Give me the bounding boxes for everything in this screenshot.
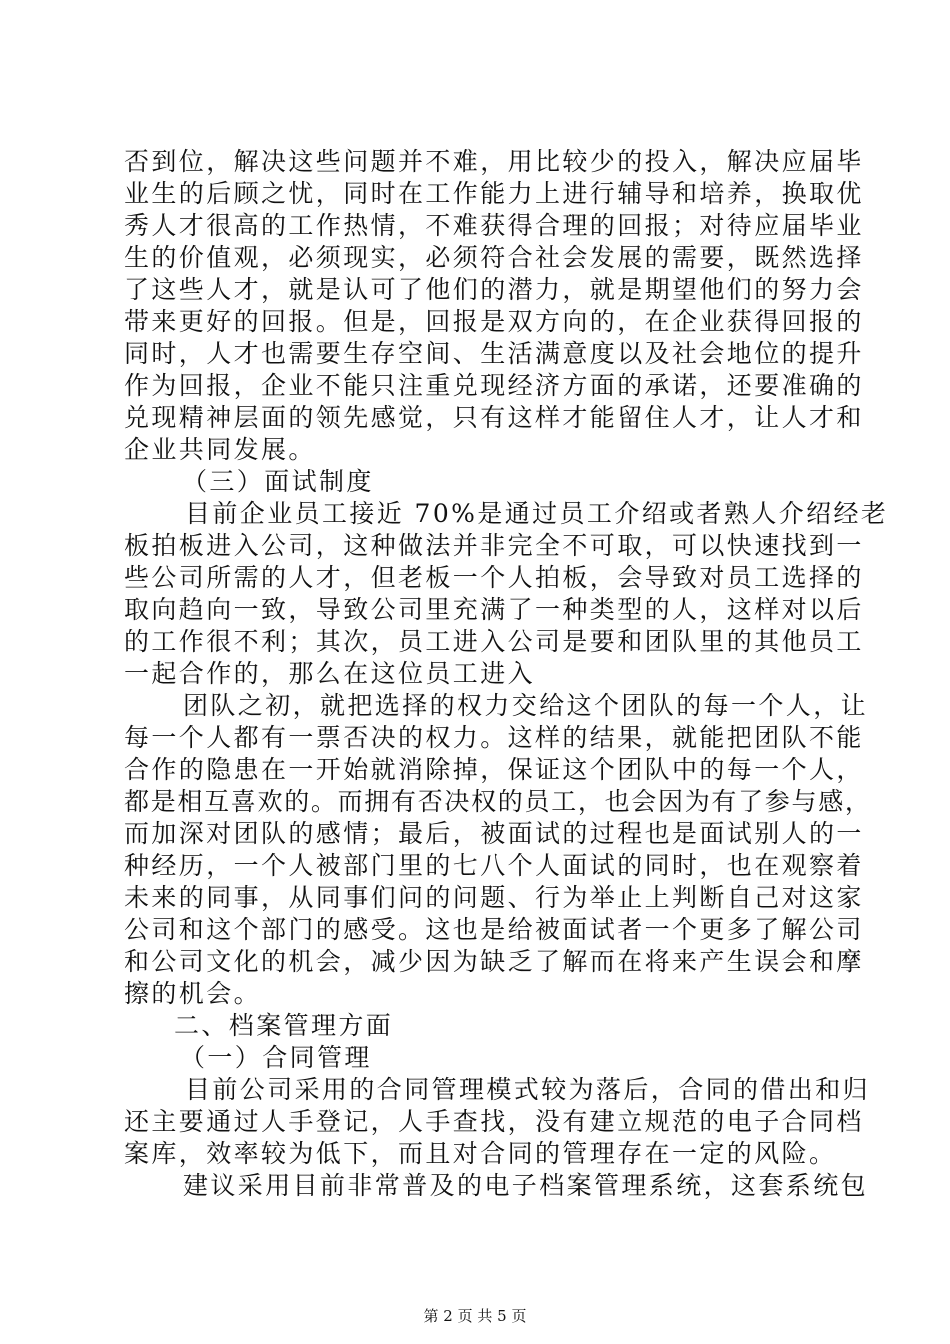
paragraph-line: 种经历，一个人被部门里的七八个人面试的同时，也在观察着 (124, 851, 864, 880)
paragraph-line: 一起合作的，那么在这位员工进入 (124, 659, 536, 688)
paragraph-line: 团队之初，就把选择的权力交给这个团队的每一个人，让 (183, 691, 869, 720)
paragraph-line: 未来的同事，从同事们问的问题、行为举止上判断自己对这家 (124, 883, 864, 912)
paragraph-line: 案库，效率较为低下，而且对合同的管理存在一定的风险。 (124, 1139, 837, 1168)
section-heading: 二、档案管理方面 (174, 1011, 394, 1040)
paragraph-line: 每一个人都有一票否决的权力。这样的结果，就能把团队不能 (124, 723, 864, 752)
paragraph-line: 企业共同发展。 (124, 435, 316, 464)
paragraph-line: 都是相互喜欢的。而拥有否决权的员工，也会因为有了参与感， (124, 787, 872, 816)
paragraph-line: 些公司所需的人才，但老板一个人拍板，会导致对员工选择的 (124, 563, 864, 592)
paragraph-line: 同时，人才也需要生存空间、生活满意度以及社会地位的提升 (124, 339, 864, 368)
paragraph-line: 合作的隐患在一开始就消除掉，保证这个团队中的每一个人， (124, 755, 864, 784)
paragraph-line: 否到位，解决这些问题并不难，用比较少的投入，解决应届毕 (124, 147, 864, 176)
section-heading: （一）合同管理 (180, 1043, 372, 1072)
paragraph-line: 而加深对团队的感情；最后，被面试的过程也是面试别人的一 (124, 819, 864, 848)
paragraph-line: 的工作很不利；其次，员工进入公司是要和团队里的其他员工 (124, 627, 864, 656)
paragraph-line: 和公司文化的机会，减少因为缺乏了解而在将来产生误会和摩 (124, 947, 864, 976)
paragraph-line: 目前公司采用的合同管理模式较为落后，合同的借出和归 (185, 1075, 871, 1104)
section-heading: （三）面试制度 (182, 467, 374, 496)
paragraph-line: 板拍板进入公司，这种做法并非完全不可取，可以快速找到一 (124, 531, 864, 560)
paragraph-line: 取向趋向一致，导致公司里充满了一种类型的人，这样对以后 (124, 595, 864, 624)
paragraph-line: 擦的机会。 (124, 979, 262, 1008)
paragraph-line: 业生的后顾之忧，同时在工作能力上进行辅导和培养，换取优 (124, 179, 864, 208)
paragraph-line: 建议采用目前非常普及的电子档案管理系统，这套系统包 (183, 1171, 869, 1200)
paragraph-line: 作为回报，企业不能只注重兑现经济方面的承诺，还要准确的 (124, 371, 864, 400)
paragraph-line: 了这些人才，就是认可了他们的潜力，就是期望他们的努力会 (124, 275, 864, 304)
page-footer: 第 2 页 共 5 页 (423, 1307, 527, 1325)
paragraph-line: 生的价值观，必须现实，必须符合社会发展的需要，既然选择 (124, 243, 864, 272)
paragraph-line: 目前企业员工接近 70%是通过员工介绍或者熟人介绍经老 (185, 499, 889, 528)
paragraph-line: 还主要通过人手登记，人手查找，没有建立规范的电子合同档 (124, 1107, 864, 1136)
paragraph-line: 公司和这个部门的感受。这也是给被面试者一个更多了解公司 (124, 915, 864, 944)
paragraph-line: 带来更好的回报。但是，回报是双方向的，在企业获得回报的 (124, 307, 864, 336)
paragraph-line: 兑现精神层面的领先感觉，只有这样才能留住人才，让人才和 (124, 403, 864, 432)
paragraph-line: 秀人才很高的工作热情，不难获得合理的回报；对待应届毕业 (124, 211, 864, 240)
